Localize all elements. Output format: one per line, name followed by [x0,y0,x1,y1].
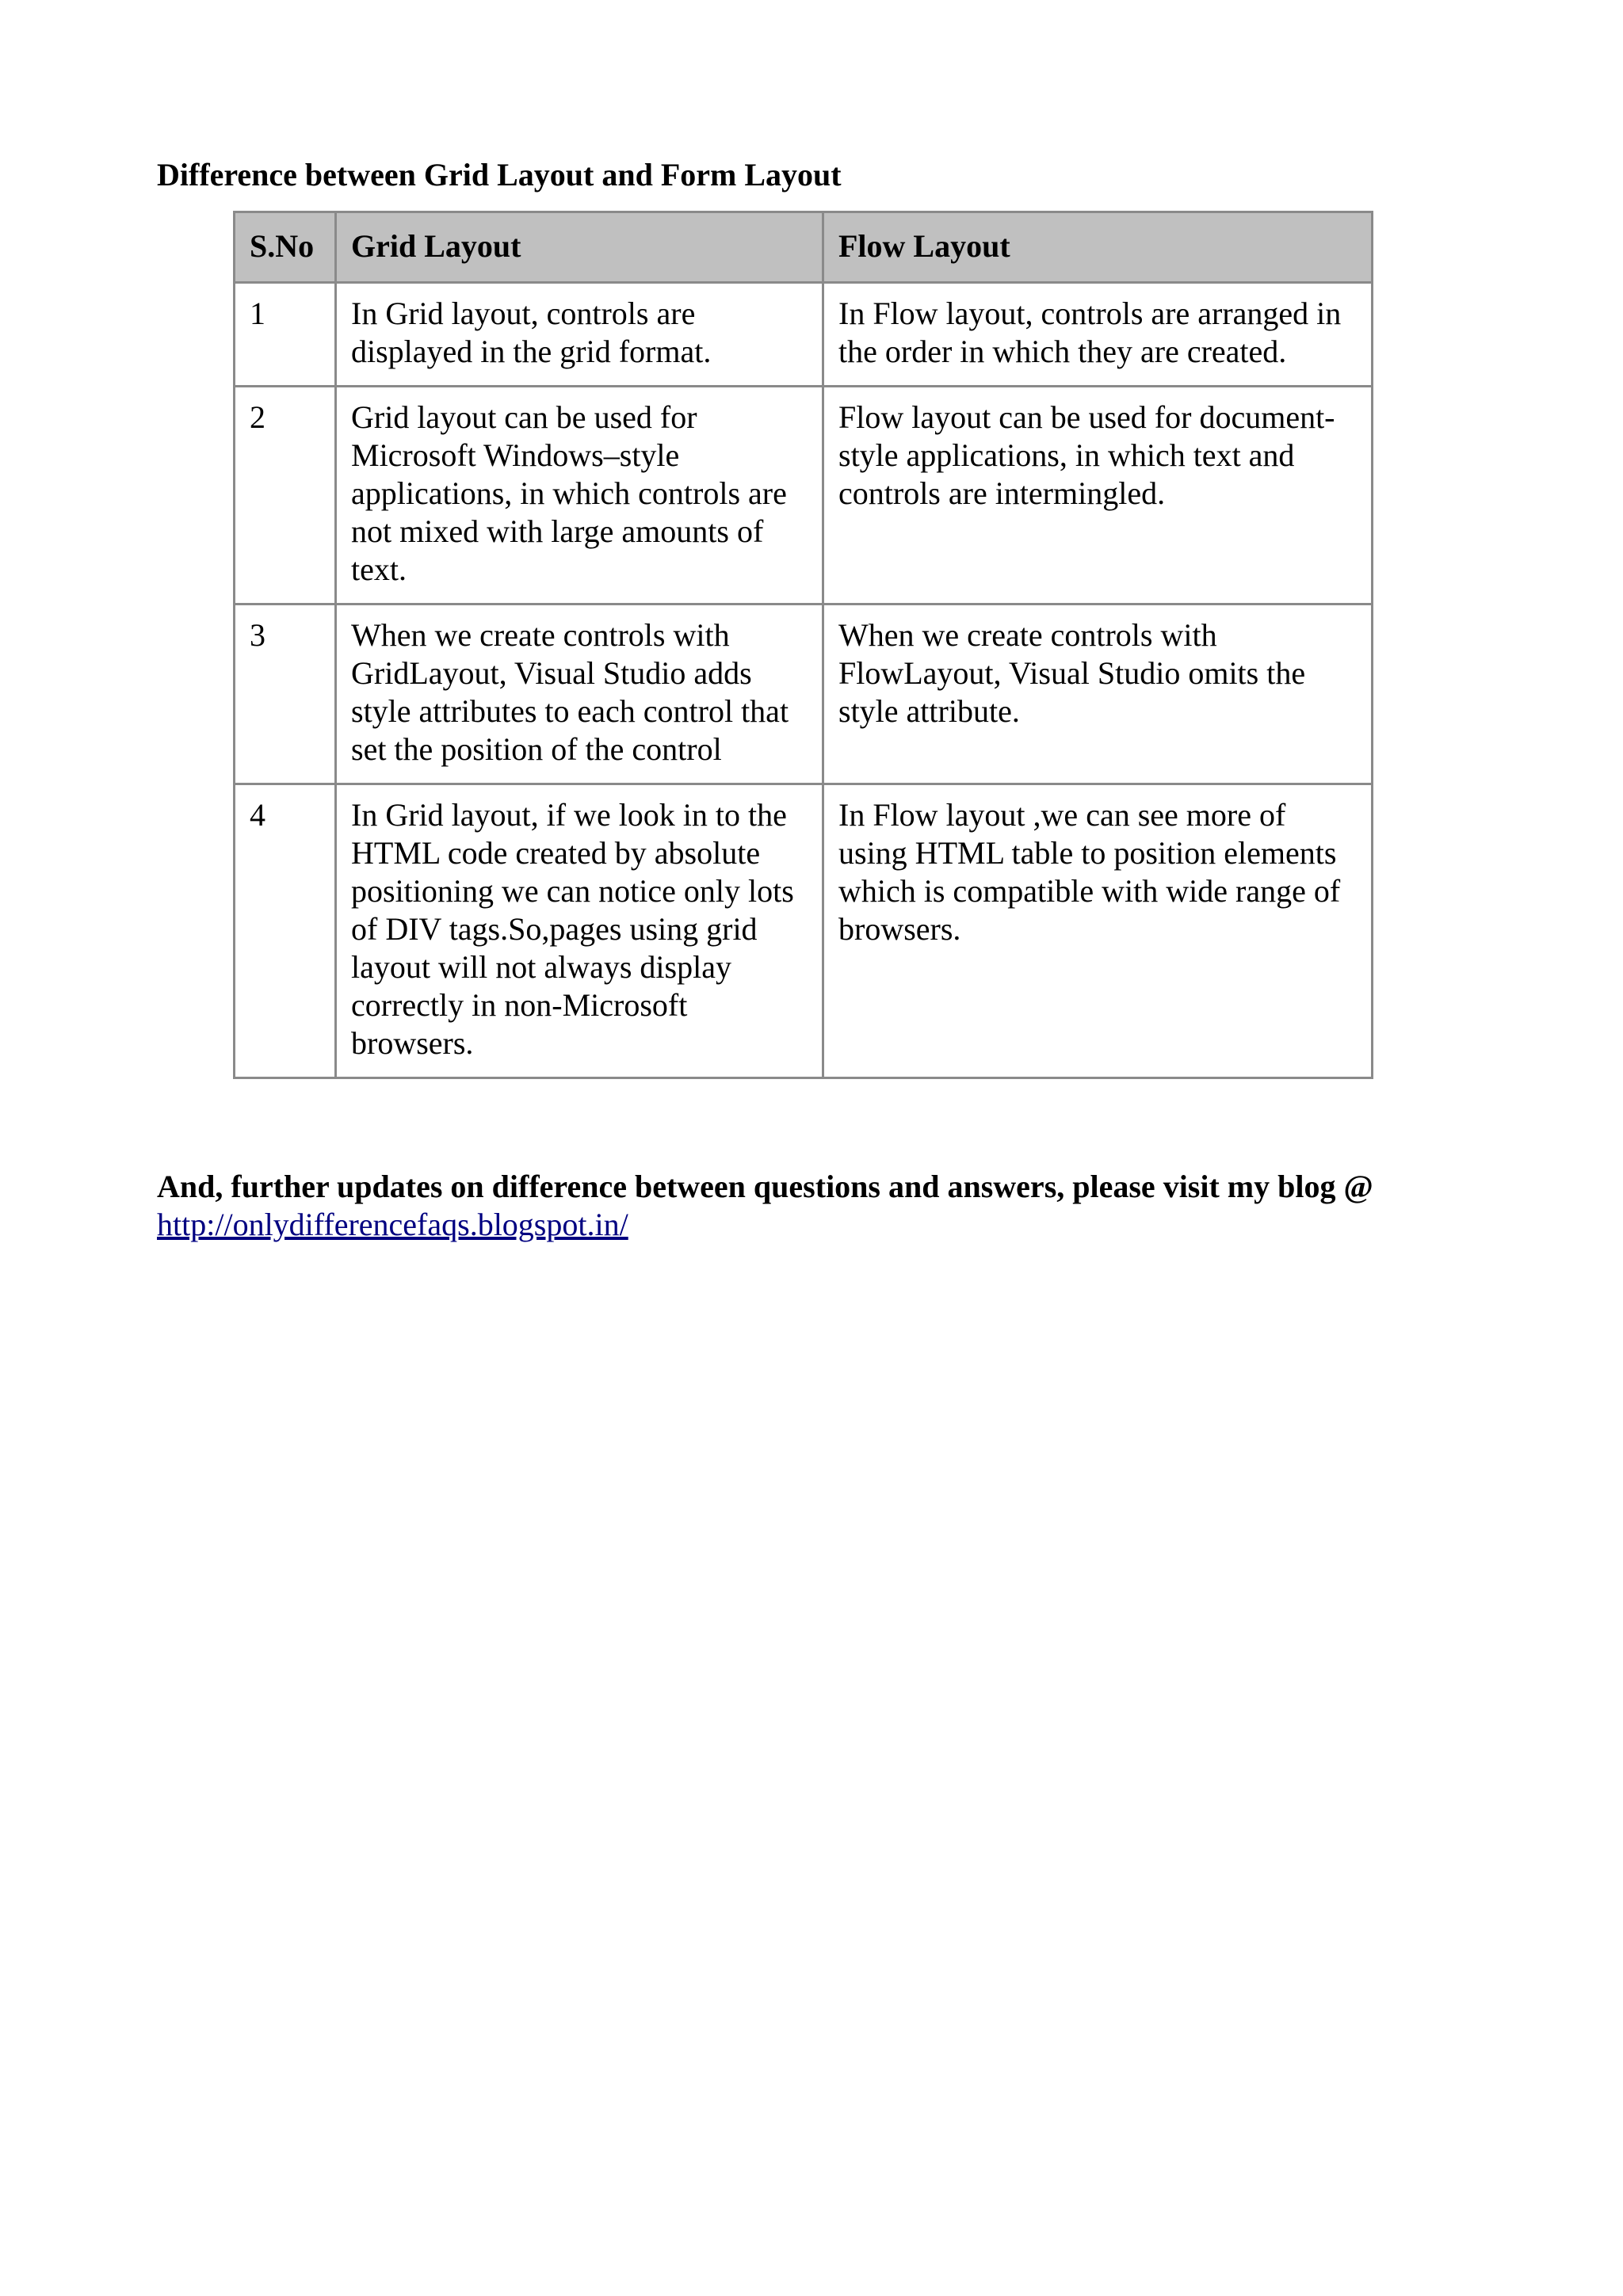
cell-grid-layout: In Grid layout, controls are displayed in the grid format. [336,283,823,387]
table-row [235,283,1373,387]
cell-grid-layout: Grid layout can be used for Microsoft Windows–style applications, in which controls are not mixed with large amounts of text. [336,387,823,605]
table-row [235,605,1373,784]
header-sno: S.No [235,212,336,283]
cell-sno: 1 [235,283,336,387]
footer-note: And, further updates on difference between questions and answers, please visit my blog @ [157,1169,1373,1204]
cell-sno: 4 [235,784,336,1078]
blog-link[interactable]: http://onlydifferencefaqs.blogspot.in/ [157,1207,628,1242]
cell-flow-layout: Flow layout can be used for document-style applications, in which text and controls are intermingled. [823,387,1373,605]
table-row [235,784,1373,1078]
cell-sno: 3 [235,605,336,784]
cell-grid-layout: In Grid layout, if we look in to the HTML code created by absolute positioning we can notice only lots of DIV tags.So,pages using grid layout will not always display correctly in non-Microsoft browsers. [336,784,823,1078]
cell-grid-layout: When we create controls with GridLayout, Visual Studio adds style attributes to each control that set the position of the control [336,605,823,784]
cell-flow-layout: In Flow layout, controls are arranged in the order in which they are created. [823,283,1373,387]
cell-flow-layout: When we create controls with FlowLayout, Visual Studio omits the style attribute. [823,605,1373,784]
cell-flow-layout: In Flow layout ,we can see more of using HTML table to position elements which is compatible with wide range of browsers. [823,784,1373,1078]
comparison-table [233,211,1373,1079]
table-header-row [235,212,1373,283]
cell-sno: 2 [235,387,336,605]
document-title: Difference between Grid Layout and Form Layout [157,157,842,193]
table-row [235,387,1373,605]
header-grid-layout: Grid Layout [336,212,823,283]
header-flow-layout: Flow Layout [823,212,1373,283]
